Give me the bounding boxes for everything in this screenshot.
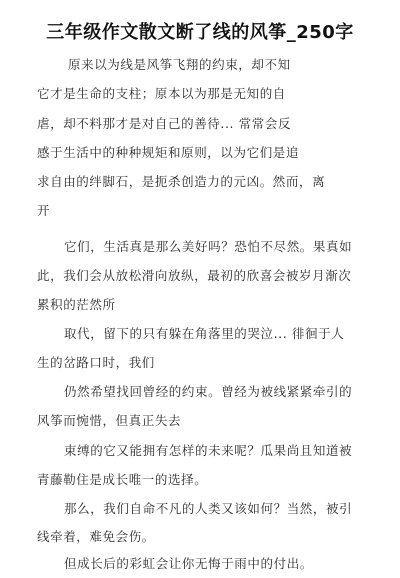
paragraph-line-11: 生的岔路口时，我们 <box>37 355 155 370</box>
paragraph-line-3: 虐，却不料那才是对自己的善待... 常常会反 <box>37 116 292 131</box>
paragraph-line-17: 线牵着，难免会伤。 <box>37 529 155 544</box>
paragraph-line-1: 原来以为线是风筝飞翔的约束，却不知 <box>68 57 291 72</box>
paragraph-line-9: 累积的茫然所 <box>37 297 116 312</box>
paragraph-line-10: 取代，留下的只有躲在角落里的哭泣... 徘徊于人 <box>64 326 345 341</box>
paragraph-line-8: 此，我们会从放松滑向放纵，最初的欣喜会被岁月渐次 <box>37 268 352 283</box>
paragraph-line-2: 它才是生命的支柱；原本以为那是无知的自 <box>37 86 286 101</box>
paragraph-line-15: 青藤勒住是成长唯一的选择。 <box>37 472 208 487</box>
paragraph-line-12: 仍然希望找回曾经的约束。曾经为被线紧紧牵引的 <box>64 384 353 399</box>
paragraph-line-6: 开 <box>37 203 51 218</box>
paragraph-line-5: 求自由的绊脚石，是扼杀创造力的元凶。然而，离 <box>37 174 326 189</box>
article-title: 三年级作文散文断了线的风筝_250字 <box>46 22 354 43</box>
paragraph-line-13: 风筝而惋惜，但真正失去 <box>37 413 182 428</box>
paragraph-line-16: 那么，我们自命不凡的人类又该如何？当然，被引 <box>64 501 353 516</box>
paragraph-line-7: 它们，生活真是那么美好吗？恐怕不尽然。果真如 <box>64 239 353 254</box>
paragraph-line-18: 但成长后的彩虹会让你无悔于雨中的付出。 <box>64 556 313 571</box>
paragraph-line-4: 感于生活中的种种规矩和原则，以为它们是追 <box>37 145 300 160</box>
paragraph-line-14: 束缚的它又能拥有怎样的未来呢？瓜果尚且知道被 <box>64 443 353 458</box>
